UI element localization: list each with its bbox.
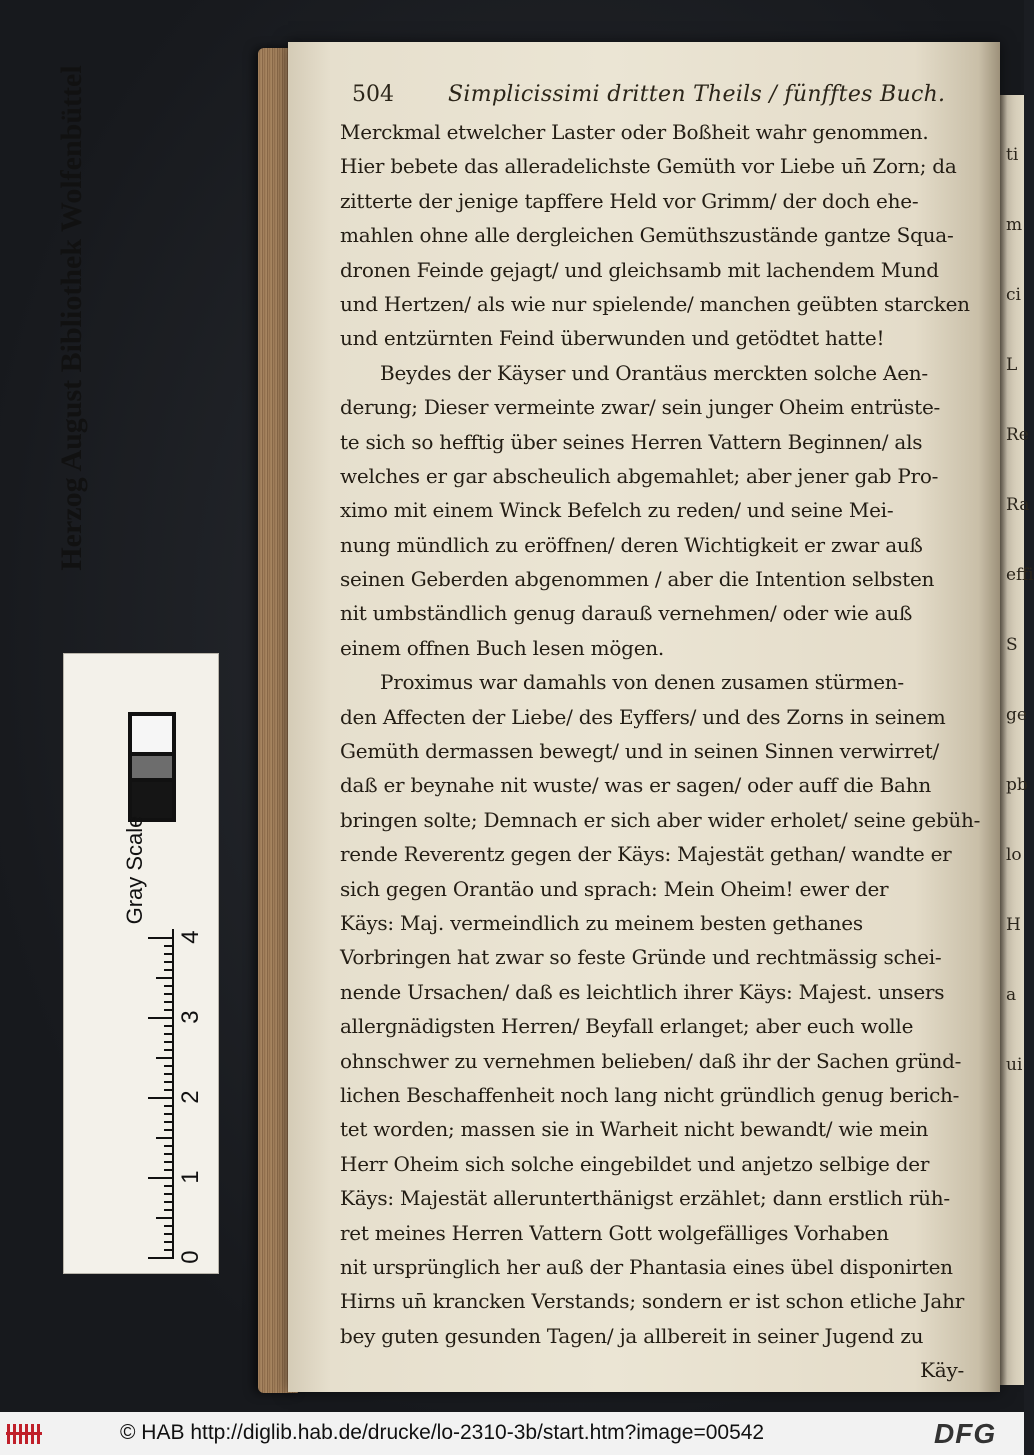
text-line: ret meines Herren Vattern Gott wolgefälliges Vorhaben: [340, 1220, 889, 1245]
text-line: Käys: Maj. vermeindlich zu meinem besten gethanes: [340, 910, 863, 935]
text-line: Vorbringen hat zwar so feste Gründe und rechtmässig schei-: [340, 945, 942, 970]
ruler-tick: [156, 1057, 174, 1059]
text-line: mahlen ohne alle dergleichen Gemüthszustände gantze Squa-: [340, 223, 954, 248]
ruler-tick: [164, 1225, 174, 1227]
copyright-url: © HAB http://diglib.hab.de/drucke/lo-2310-3b/start.htm?image=00542: [120, 1421, 765, 1444]
text-line: Käy-: [920, 1358, 964, 1383]
ruler-tick: [164, 969, 174, 971]
text-line: te sich so hefftig über seines Herren Vattern Beginnen/ als: [340, 429, 923, 454]
text-line: Hirns un̄ krancken Verstands; sondern er ist schon etliche Jahr: [340, 1289, 965, 1314]
white-swatch: [130, 714, 174, 754]
ruler-tick: [148, 1177, 174, 1179]
text-line: seinen Geberden abgenommen / aber die Intention selbsten: [340, 567, 935, 592]
text-line: rende Reverentz gegen der Käys: Majestät gethan/ wandte er: [340, 842, 952, 867]
ruler-tick: [164, 1121, 174, 1123]
ruler-tick: [164, 993, 174, 995]
text-line: tet worden; massen sie in Warheit nicht bewandt/ wie mein: [340, 1117, 929, 1142]
gray-scale-label: Gray Scale: [122, 815, 147, 925]
text-line: sich gegen Orantäo und sprach: Mein Oheim! ewer der: [340, 876, 889, 901]
text-line: bringen solte; Demnach er sich aber wider erholet/ seine gebüh-: [340, 807, 981, 832]
ruler-tick: [164, 1089, 174, 1091]
page-header: [352, 82, 952, 112]
text-line: Merckmal etwelcher Laster oder Boßheit wahr genommen.: [340, 120, 929, 144]
ruler-tick: [164, 1129, 174, 1131]
text-line: lichen Beschaffenheit noch lang nicht gründlich genug berich-: [340, 1082, 960, 1107]
next-page-fragment: L: [1006, 355, 1018, 375]
ruler-tick: [164, 1033, 174, 1035]
ruler-tick: [164, 1001, 174, 1003]
text-line: ohnschwer zu vernehmen belieben/ daß ihr der Sachen gründ-: [340, 1048, 962, 1073]
next-page-fragment: ui: [1006, 1055, 1023, 1075]
ruler-number: 0: [177, 1250, 204, 1264]
ruler-tick: [164, 1041, 174, 1043]
next-page-strip: [1000, 95, 1034, 1385]
ruler-tick: [164, 1185, 174, 1187]
ruler-tick: [164, 1073, 174, 1075]
ruler-tick: [164, 1009, 174, 1011]
text-line: welches er gar abscheulich abgemahlet; aber jener gab Pro-: [340, 463, 939, 488]
text-line: nit ursprünglich her auß der Phantasia eines übel disponirten: [340, 1254, 953, 1279]
text-line: den Affecten der Liebe/ des Eyffers/ und des Zorns in seinem: [340, 704, 946, 729]
ruler-tick: [164, 1201, 174, 1203]
ruler-tick: [164, 953, 174, 955]
ruler-tick: [164, 1081, 174, 1083]
ruler-tick: [164, 1249, 174, 1251]
ruler-tick: [164, 1153, 174, 1155]
ruler-tick: [164, 1049, 174, 1051]
text-line: dronen Feinde gejagt/ und gleichsamb mit lachendem Mund: [340, 257, 939, 282]
ruler-tick: [156, 1137, 174, 1139]
ruler-tick: [164, 1193, 174, 1195]
next-page-fragment: a: [1006, 985, 1017, 1005]
next-page-fragment: ge: [1006, 705, 1027, 725]
text-line: Herr Oheim sich solche eingebildet und anjetzo selbige der: [340, 1151, 930, 1176]
running-title: Simplicissimi dritten Theils / fünfftes Buch.: [448, 82, 946, 107]
next-page-fragment: lo: [1006, 845, 1022, 865]
ruler-tick: [164, 1169, 174, 1171]
text-line: derung; Dieser vermeinte zwar/ sein junger Oheim entrüste-: [340, 395, 941, 420]
ruler-tick: [164, 1233, 174, 1235]
ruler-tick: [164, 1145, 174, 1147]
next-page-fragment: ci: [1006, 285, 1021, 305]
next-page-fragment: Ra: [1006, 495, 1030, 515]
ruler-tick: [164, 961, 174, 963]
ruler-tick: [164, 1209, 174, 1211]
gray-swatch: [130, 754, 174, 780]
text-line: allergnädigsten Herren/ Beyfall erlanget; aber euch wolle: [340, 1014, 914, 1039]
page-text-block: [340, 115, 981, 1387]
ruler-tick: [148, 1257, 174, 1259]
ruler-number: 3: [177, 1010, 204, 1024]
ruler-tick: [164, 945, 174, 947]
page-number: 504: [352, 82, 394, 107]
ruler-number: 4: [177, 930, 204, 944]
text-line: bey guten gesunden Tagen/ ja allbereit in seiner Jugend zu: [340, 1323, 924, 1348]
next-page-fragment: H: [1006, 915, 1021, 935]
ruler-tick: [164, 1105, 174, 1107]
next-page-fragment: ti: [1006, 145, 1019, 165]
ruler-tick: [164, 985, 174, 987]
text-line: und entzürnten Feind überwunden und getödtet hatte!: [340, 326, 885, 351]
ruler-tick: [164, 1065, 174, 1067]
text-line: einem offnen Buch lesen mögen.: [340, 635, 665, 660]
next-page-fragment: m: [1006, 215, 1023, 235]
next-page-fragment: Re: [1006, 425, 1029, 445]
ruler-tick: [164, 1113, 174, 1115]
text-line: Beydes der Käyser und Orantäus merckten solche Aen-: [380, 360, 928, 385]
text-line: ximo mit einem Winck Befelch zu reden/ und seine Mei-: [340, 498, 894, 523]
institution-label: Herzog August Bibliothek Wolfenbüttel: [55, 65, 88, 571]
ruler-tick: [164, 1161, 174, 1163]
ruler-tick: [156, 977, 174, 979]
text-line: Hier bebete das alleradelichste Gemüth vor Liebe un̄ Zorn; da: [340, 154, 957, 179]
next-page-fragment: S: [1006, 635, 1018, 655]
ruler-number: 1: [177, 1170, 204, 1184]
ruler-tick: [148, 937, 174, 939]
text-line: Proximus war damahls von denen zusamen stürmen-: [380, 670, 904, 695]
hab-logo-icon: [6, 1422, 46, 1446]
ruler-tick: [148, 1097, 174, 1099]
text-line: nende Ursachen/ daß es leichtlich ihrer Käys: Majest. unsers: [340, 979, 945, 1004]
text-line: Gemüth dermassen bewegt/ und in seinen Sinnen verwirret/: [340, 739, 940, 764]
ruler-tick: [148, 1017, 174, 1019]
ruler-tick: [164, 1025, 174, 1027]
gray-scale-ruler: [63, 653, 219, 1274]
ruler-tick: [156, 1217, 174, 1219]
next-page-fragment: effi: [1006, 565, 1034, 585]
text-line: Käys: Majestät allerunterthänigst erzählet; dann erstlich rüh-: [340, 1186, 950, 1211]
viewer-footer: [0, 1412, 1024, 1455]
text-line: und Hertzen/ als wie nur spielende/ manchen geübten starcken: [340, 291, 970, 316]
text-line: daß er beynahe nit wuste/ was er sagen/ oder auff die Bahn: [340, 773, 931, 798]
text-line: nung mündlich zu eröffnen/ deren Wichtigkeit er zwar auß: [340, 532, 923, 557]
text-line: nit umbständlich genug darauß vernehmen/ oder wie auß: [340, 601, 913, 626]
ruler-number: 2: [177, 1090, 204, 1104]
dfg-logo: DFG: [934, 1418, 997, 1449]
ruler-tick: [164, 1241, 174, 1243]
text-line: zitterte der jenige tapffere Held vor Grimm/ der doch ehe-: [340, 188, 919, 213]
next-page-fragment: pb: [1006, 775, 1028, 795]
